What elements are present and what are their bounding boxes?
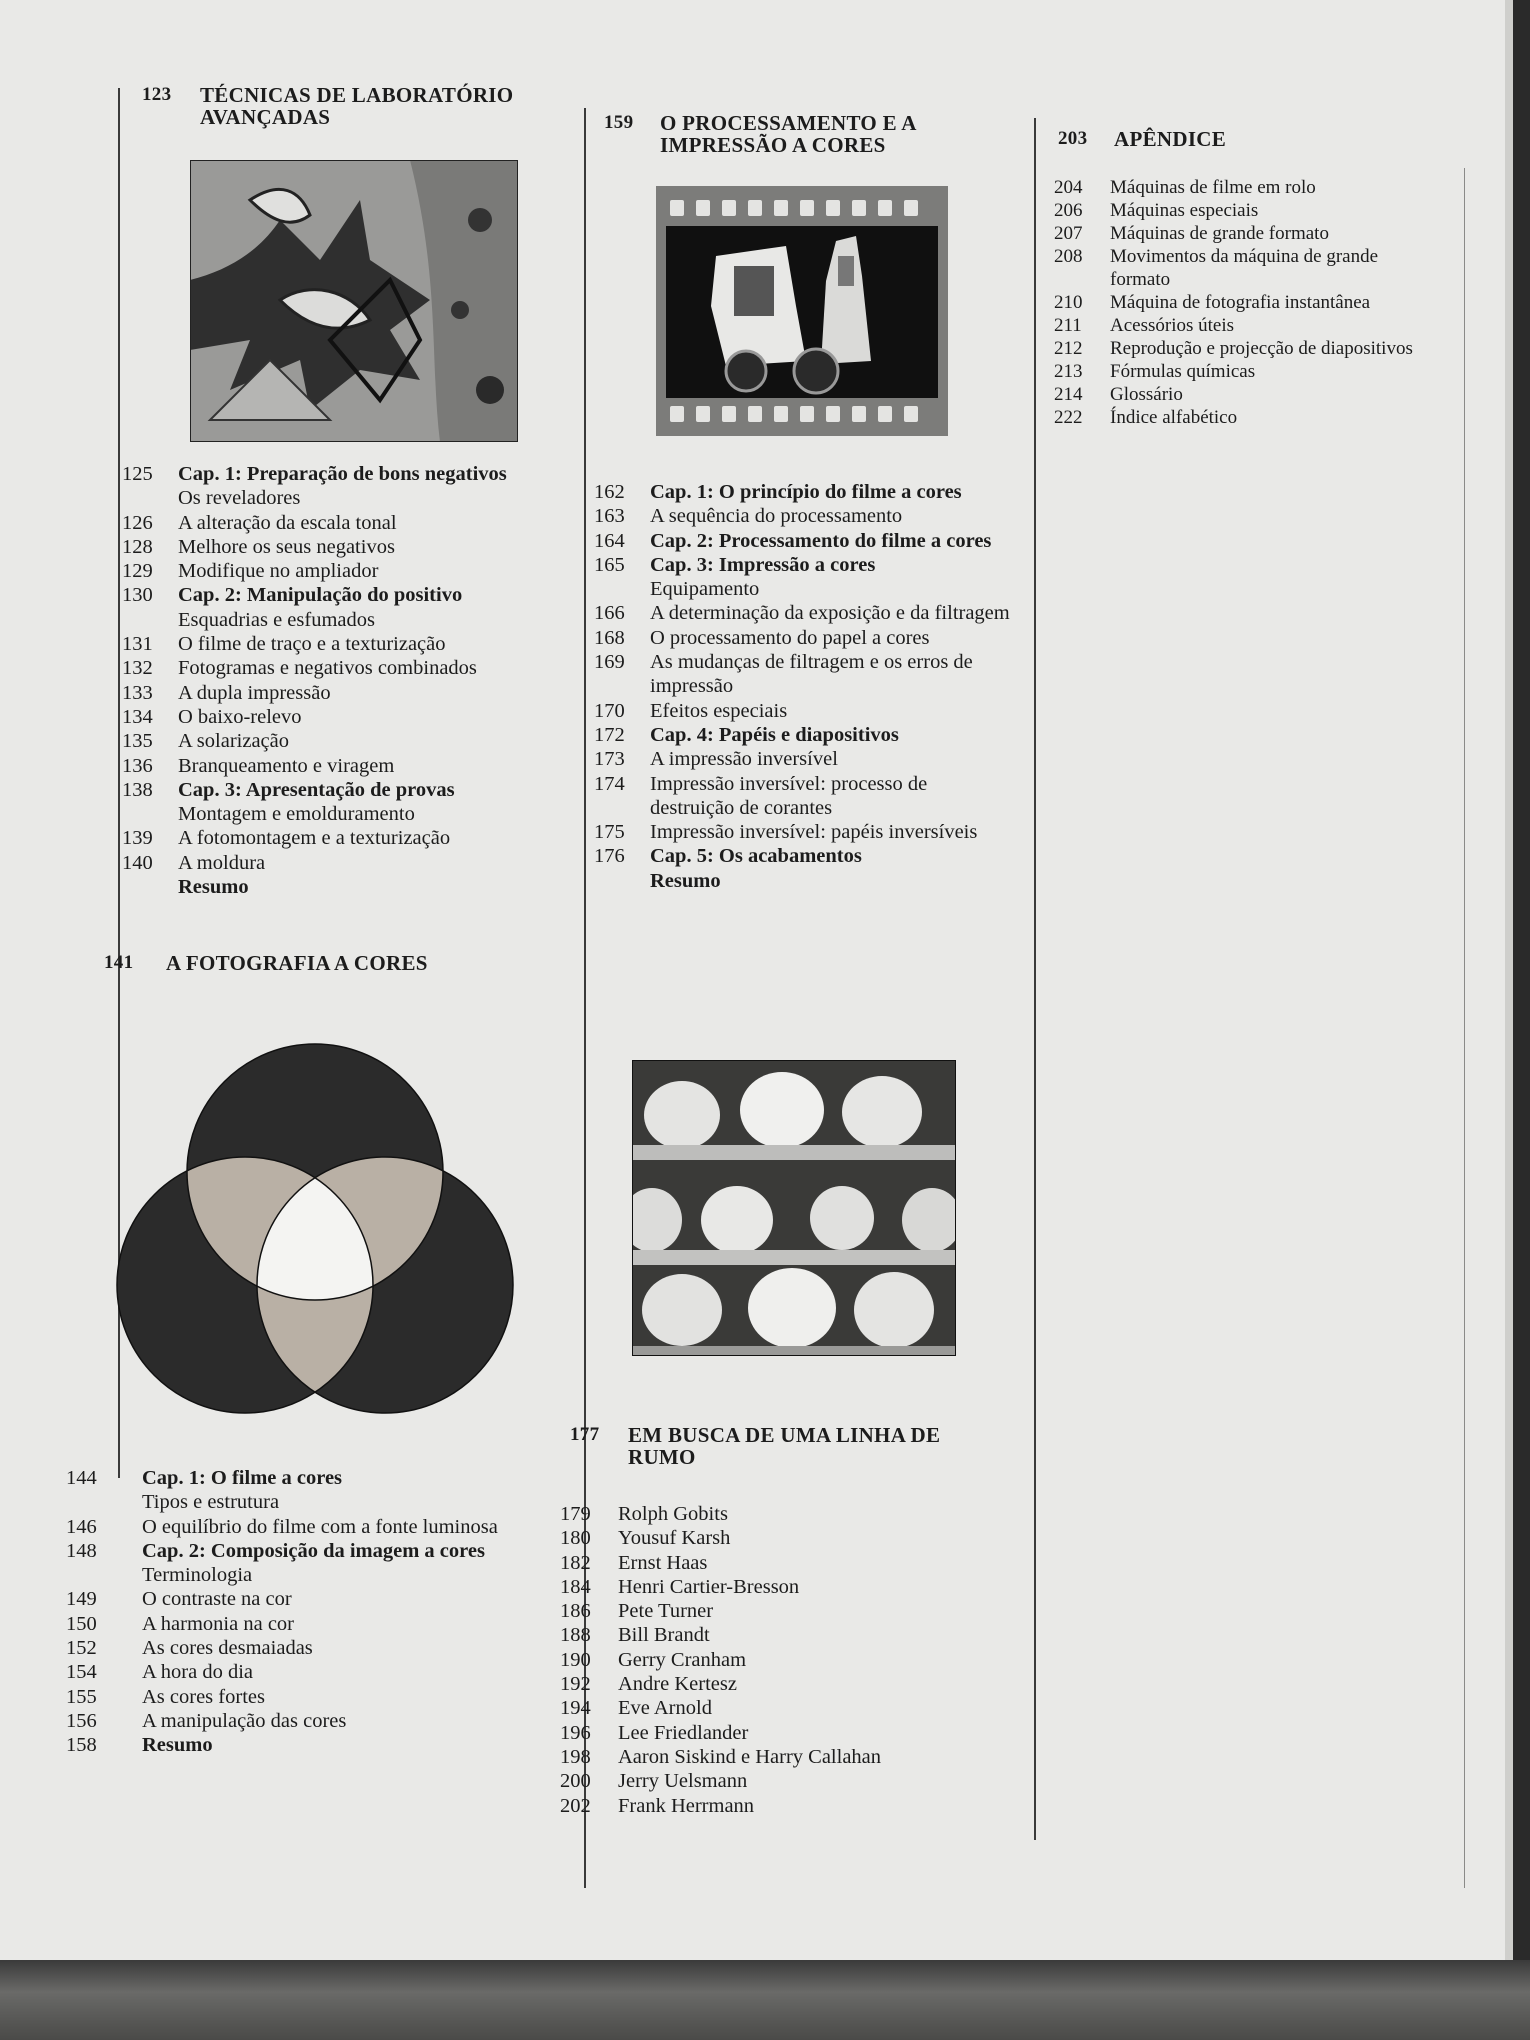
toc-entry <box>594 844 1014 868</box>
entry-title: Montagem e emolduramento <box>178 803 415 826</box>
page-number: 214 <box>1054 384 1083 405</box>
entry-title: Máquina de fotografia instantânea <box>1110 292 1371 313</box>
toc-entry <box>560 1526 1000 1550</box>
entry-title: Resumo <box>142 1734 213 1757</box>
toc-entry <box>122 826 542 850</box>
entry-title: Cap. 2: Manipulação do positivo <box>178 584 463 607</box>
page-number: 173 <box>594 748 625 771</box>
toc-entry <box>122 681 542 705</box>
toc-entry <box>1054 222 1414 245</box>
entry-title: Equipamento <box>650 578 760 601</box>
page-number: 172 <box>594 723 625 746</box>
toc-entry <box>66 1733 506 1757</box>
toc-entry <box>560 1745 1000 1769</box>
page-number: 208 <box>1054 246 1083 267</box>
solarized-photo <box>190 160 518 447</box>
toc-entry <box>1054 176 1414 199</box>
page-number: 170 <box>594 699 625 722</box>
toc-entry <box>122 875 542 899</box>
toc-entry <box>594 820 1014 844</box>
toc-entry <box>66 1490 506 1514</box>
entry-title: Cap. 2: Processamento do filme a cores <box>650 529 992 552</box>
toc-entry <box>560 1721 1000 1745</box>
page-number: 165 <box>594 553 625 576</box>
entry-title: Máquinas especiais <box>1110 200 1259 221</box>
page-number: 207 <box>1054 223 1083 244</box>
toc-list-203 <box>1054 176 1414 429</box>
toc-entry <box>560 1769 1000 1793</box>
entry-title: Tipos e estrutura <box>142 1491 280 1514</box>
entry-title: Jerry Uelsmann <box>618 1770 748 1793</box>
page-number: 206 <box>1054 200 1083 221</box>
page-number: 138 <box>122 778 153 801</box>
toc-list-177 <box>560 1502 1000 1818</box>
column-rule-far-right <box>1464 168 1465 1888</box>
page-number: 163 <box>594 505 625 528</box>
entry-title: Máquinas de grande formato <box>1110 223 1329 244</box>
toc-entry <box>1054 406 1414 429</box>
toc-list-123 <box>122 462 542 899</box>
page-number: 146 <box>66 1515 97 1538</box>
entry-title: A harmonia na cor <box>142 1612 294 1635</box>
toc-entry <box>122 608 542 632</box>
toc-entry <box>122 462 542 486</box>
entry-title: Gerry Cranham <box>618 1648 747 1671</box>
toc-entry <box>560 1794 1000 1818</box>
page-number: 190 <box>560 1648 591 1671</box>
entry-title: Branqueamento e viragem <box>178 754 395 777</box>
entry-title: As mudanças de filtragem e os erros de impressão <box>650 651 973 698</box>
entry-title: Henri Cartier-Bresson <box>618 1575 800 1598</box>
entry-title: A alteração da escala tonal <box>178 511 397 534</box>
toc-entry <box>1054 360 1414 383</box>
entry-title: Bill Brandt <box>618 1624 710 1647</box>
page-number: 186 <box>560 1600 591 1623</box>
page-number: 182 <box>560 1551 591 1574</box>
toc-entry <box>594 577 1014 601</box>
page-number: 139 <box>122 827 153 850</box>
section-number: 123 <box>142 84 172 105</box>
entry-title: Movimentos da máquina de grande formato <box>1110 246 1379 290</box>
page-number: 194 <box>560 1697 591 1720</box>
entry-title: Pete Turner <box>618 1600 714 1623</box>
page-number: 154 <box>66 1661 97 1684</box>
entry-title: Terminologia <box>142 1564 253 1587</box>
toc-entry <box>594 553 1014 577</box>
page-number: 196 <box>560 1721 591 1744</box>
entry-title: Impressão inversível: papéis inversíveis <box>650 821 978 844</box>
toc-entry <box>66 1466 506 1490</box>
entry-title: O processamento do papel a cores <box>650 626 930 649</box>
entry-title: Yousuf Karsh <box>618 1527 731 1550</box>
toc-entry <box>560 1575 1000 1599</box>
toc-entry <box>1054 383 1414 406</box>
toc-entry <box>594 699 1014 723</box>
entry-title: A moldura <box>178 851 266 874</box>
page-number: 132 <box>122 657 153 680</box>
entry-title: Cap. 5: Os acabamentos <box>650 845 862 868</box>
entry-title: Cap. 1: Preparação de bons negativos <box>178 463 507 485</box>
entry-title: O filme de traço e a texturização <box>178 633 446 656</box>
entry-title: Os reveladores <box>178 487 301 510</box>
entry-title: Máquinas de filme em rolo <box>1110 177 1316 198</box>
entry-title: Frank Herrmann <box>618 1794 755 1817</box>
section-heading: A FOTOGRAFIA A CORES <box>166 951 428 975</box>
toc-entry <box>122 511 542 535</box>
page-number: 176 <box>594 845 625 868</box>
toc-entry <box>560 1502 1000 1526</box>
entry-title: Fórmulas químicas <box>1110 361 1256 382</box>
page-number: 210 <box>1054 292 1083 313</box>
toc-entry <box>66 1636 506 1660</box>
page-number: 175 <box>594 821 625 844</box>
toc-entry <box>122 802 542 826</box>
toc-entry <box>66 1587 506 1611</box>
page-number: 136 <box>122 754 153 777</box>
page-number: 222 <box>1054 407 1083 428</box>
section-title-123 <box>142 84 562 128</box>
entry-title: Esquadrias e esfumados <box>178 608 375 631</box>
toc-entry <box>122 778 542 802</box>
entry-title: A manipulação das cores <box>142 1709 347 1732</box>
entry-title: A determinação da exposição e da filtragem <box>650 602 1010 625</box>
page-number: 129 <box>122 560 153 583</box>
entry-title: A impressão inversível <box>650 748 838 771</box>
page-number: 198 <box>560 1745 591 1768</box>
entry-title: Rolph Gobits <box>618 1503 728 1525</box>
page-number: 158 <box>66 1734 97 1757</box>
column-rule-right <box>1034 118 1036 1840</box>
section-heading: O PROCESSAMENTO E A IMPRESSÃO A CORES <box>660 111 916 157</box>
page-number: 188 <box>560 1624 591 1647</box>
page-number: 179 <box>560 1503 591 1525</box>
entry-title: O contraste na cor <box>142 1588 292 1611</box>
section-number: 141 <box>104 952 134 973</box>
entry-title: Lee Friedlander <box>618 1721 749 1744</box>
toc-entry <box>1054 199 1414 222</box>
entry-title: Glossário <box>1110 384 1183 405</box>
toc-entry <box>1054 337 1414 360</box>
toc-entry <box>594 723 1014 747</box>
section-heading: TÉCNICAS DE LABORATÓRIO AVANÇADAS <box>200 83 514 129</box>
entry-title: Impressão inversível: processo de destruição de corantes <box>650 772 928 819</box>
section-title-141 <box>104 952 524 974</box>
entry-title: Melhore os seus negativos <box>178 535 395 558</box>
entry-title: Eve Arnold <box>618 1697 712 1720</box>
page-number: 211 <box>1054 315 1082 336</box>
section-heading: APÊNDICE <box>1114 127 1227 151</box>
entry-title: A solarização <box>178 730 289 753</box>
toc-entry <box>66 1685 506 1709</box>
entry-title: O baixo-relevo <box>178 705 302 728</box>
toc-entry <box>594 529 1014 553</box>
toc-entry <box>594 601 1014 625</box>
page-number: 133 <box>122 681 153 704</box>
page-number: 168 <box>594 626 625 649</box>
toc-entry <box>122 559 542 583</box>
entry-title: Resumo <box>650 869 721 892</box>
toc-entry <box>66 1539 506 1563</box>
entry-title: A hora do dia <box>142 1661 254 1684</box>
page-number: 155 <box>66 1685 97 1708</box>
section-title-159 <box>604 112 1024 156</box>
toc-entry <box>122 632 542 656</box>
toc-entry <box>594 650 1014 699</box>
toc-entry <box>560 1551 1000 1575</box>
toc-entry <box>66 1612 506 1636</box>
toc-list-141 <box>66 1466 506 1758</box>
entry-title: A dupla impressão <box>178 681 331 704</box>
toc-entry <box>1054 314 1414 337</box>
section-number: 159 <box>604 112 634 133</box>
page-number: 144 <box>66 1467 97 1489</box>
entry-title: Reprodução e projecção de diapositivos <box>1110 338 1413 359</box>
toc-entry <box>594 772 1014 821</box>
page-number: 213 <box>1054 361 1083 382</box>
toc-entry <box>560 1623 1000 1647</box>
page-number: 152 <box>66 1637 97 1660</box>
toc-entry <box>122 583 542 607</box>
toc-entry <box>66 1515 506 1539</box>
page-number: 128 <box>122 535 153 558</box>
entry-title: As cores desmaiadas <box>142 1637 313 1660</box>
entry-title: Índice alfabético <box>1110 407 1238 428</box>
page-number: 131 <box>122 633 153 656</box>
toc-entry <box>594 626 1014 650</box>
entry-title: O equilíbrio do filme com a fonte luminosa <box>142 1515 498 1538</box>
section-number: 203 <box>1058 128 1088 149</box>
film-strip-photo <box>656 186 948 441</box>
toc-entry <box>1054 245 1414 291</box>
entry-title: A sequência do processamento <box>650 505 903 528</box>
page-number: 130 <box>122 584 153 607</box>
toc-entry <box>560 1672 1000 1696</box>
section-title-177 <box>570 1424 990 1468</box>
entry-title: Fotogramas e negativos combinados <box>178 657 477 680</box>
section-number: 177 <box>570 1424 600 1445</box>
page-number: 180 <box>560 1527 591 1550</box>
page-number: 204 <box>1054 177 1083 198</box>
section-title-203 <box>1058 128 1358 150</box>
page-number: 200 <box>560 1770 591 1793</box>
page-number: 126 <box>122 511 153 534</box>
toc-entry <box>560 1696 1000 1720</box>
section-heading: EM BUSCA DE UMA LINHA DE RUMO <box>628 1423 941 1469</box>
toc-entry <box>122 656 542 680</box>
toc-entry <box>1054 291 1414 314</box>
entry-title: Cap. 3: Impressão a cores <box>650 553 876 576</box>
entry-title: Cap. 2: Composição da imagem a cores <box>142 1539 485 1562</box>
toc-entry <box>122 486 542 510</box>
page-number: 184 <box>560 1575 591 1598</box>
page-number: 140 <box>122 851 153 874</box>
table-surface <box>0 1960 1530 2040</box>
page-number: 125 <box>122 463 153 485</box>
entry-title: Cap. 1: O princípio do filme a cores <box>650 481 962 503</box>
entry-title: A fotomontagem e a texturização <box>178 827 451 850</box>
page-number: 169 <box>594 651 625 674</box>
entry-title: As cores fortes <box>142 1685 265 1708</box>
toc-entry <box>560 1599 1000 1623</box>
entry-title: Acessórios úteis <box>1110 315 1235 336</box>
toc-entry <box>66 1709 506 1733</box>
page-number: 134 <box>122 705 153 728</box>
page-number: 166 <box>594 602 625 625</box>
entry-title: Modifique no ampliador <box>178 560 379 583</box>
page-number: 162 <box>594 481 625 503</box>
page-number: 149 <box>66 1588 97 1611</box>
venn-diagram <box>110 1040 520 1425</box>
toc-entry <box>122 754 542 778</box>
entry-title: Cap. 4: Papéis e diapositivos <box>650 723 899 746</box>
toc-entry <box>122 729 542 753</box>
entry-title: Aaron Siskind e Harry Callahan <box>618 1745 882 1768</box>
entry-title: Cap. 3: Apresentação de provas <box>178 778 455 801</box>
eggs-photo <box>632 1060 956 1361</box>
page-number: 174 <box>594 772 625 795</box>
toc-list-159 <box>594 480 1014 893</box>
page-number: 212 <box>1054 338 1083 359</box>
page-number: 148 <box>66 1539 97 1562</box>
entry-title: Cap. 1: O filme a cores <box>142 1467 343 1489</box>
page-number: 164 <box>594 529 625 552</box>
entry-title: Efeitos especiais <box>650 699 788 722</box>
toc-entry <box>66 1563 506 1587</box>
page-number: 135 <box>122 730 153 753</box>
entry-title: Ernst Haas <box>618 1551 708 1574</box>
page-number: 192 <box>560 1673 591 1696</box>
entry-title: Resumo <box>178 876 249 899</box>
toc-entry <box>560 1648 1000 1672</box>
toc-entry <box>122 705 542 729</box>
toc-entry <box>122 851 542 875</box>
page-number: 156 <box>66 1709 97 1732</box>
toc-entry <box>594 480 1014 504</box>
page-number: 202 <box>560 1794 591 1817</box>
page-number: 150 <box>66 1612 97 1635</box>
toc-entry <box>66 1660 506 1684</box>
toc-entry <box>594 869 1014 893</box>
toc-entry <box>122 535 542 559</box>
entry-title: Andre Kertesz <box>618 1673 737 1696</box>
toc-entry <box>594 747 1014 771</box>
toc-entry <box>594 504 1014 528</box>
